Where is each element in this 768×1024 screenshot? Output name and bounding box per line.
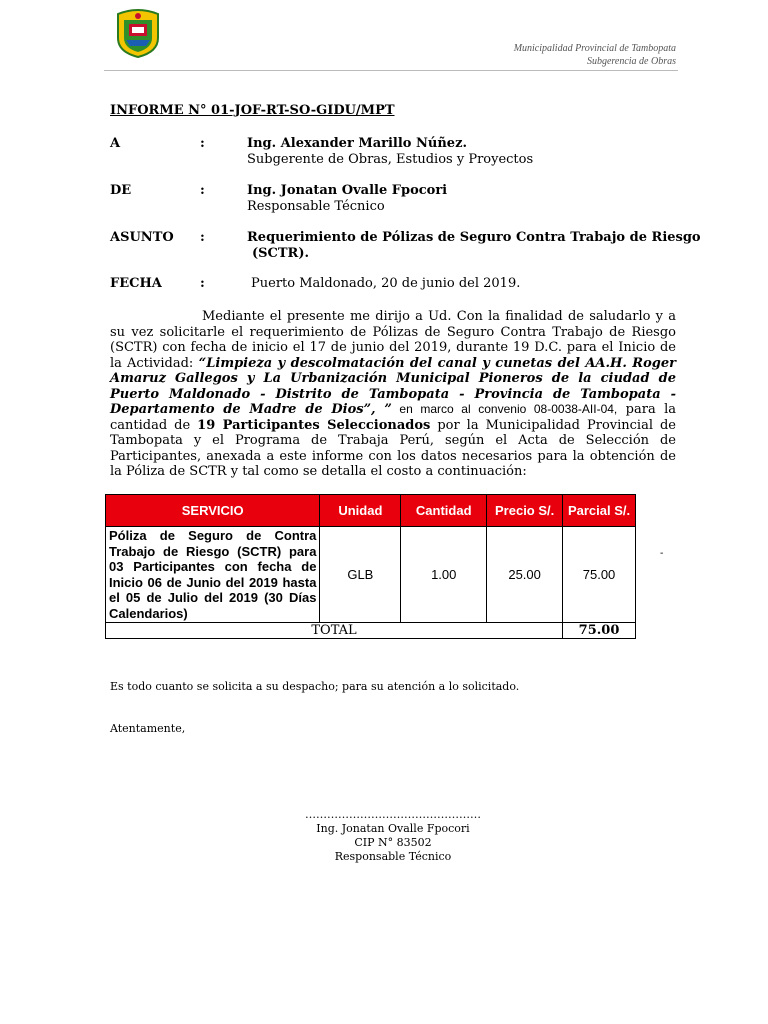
body-closing-text: por la Municipalidad Provincial de Tambopata y el Programa de Trabaja Perú, según el Acta de Selección de Participantes, anexada a este informe con los datos necesarios para la obtención de la Póliza de SCTR y tal como se detalla el costo a continuación: [110, 417, 676, 479]
table-row [106, 527, 636, 623]
from-label: DE [110, 183, 132, 198]
body-intro: Mediante el presente me dirijo a Ud. Con la finalidad de saludarlo y a su vez solicitarle el requerimiento de Pólizas de Seguro Contra Trabajo de Riesgo (SCTR) con fecha de inicio el 17 de junio del 2019, durante 19 D.C. para el Inicio de la Actividad: [110, 309, 676, 371]
department-name: Subgerencia de Obras [586, 56, 676, 67]
to-label: A [110, 136, 121, 151]
subject-colon: : [200, 230, 205, 245]
subject-label: ASUNTO [110, 230, 174, 245]
from-colon: : [200, 183, 205, 198]
municipal-crest-icon [112, 8, 164, 58]
report-title: INFORME N° 01-JOF-RT-SO-GIDU/MPT [110, 103, 395, 118]
price-cell: 25.00 [487, 527, 563, 623]
subject-line2: (SCTR). [252, 246, 310, 261]
subject-line1: Requerimiento de Pólizas de Seguro Contra Trabajo de Riesgo [247, 230, 701, 245]
total-value: 75.00 [563, 623, 636, 639]
regards-text: Atentamente, [110, 722, 186, 735]
to-colon: : [200, 136, 205, 151]
body-paragraph [110, 309, 676, 480]
col-unit: Unidad [320, 495, 401, 527]
closing-text: Es todo cuanto se solicita a su despacho; para su atención a lo solicitado. [110, 680, 520, 693]
date-value: Puerto Maldonado, 20 de junio del 2019. [251, 276, 521, 291]
table-header-row [106, 495, 636, 527]
header-org-block [514, 42, 676, 68]
agreement-ref: en marco al convenio 08-0038-AII-04, [391, 402, 618, 416]
service-description: Póliza de Seguro de Contra Trabajo de Riesgo (SCTR) para 03 Participantes con fecha de Inicio 06 de Junio del 2019 hasta el 05 de Julio del 2019 (30 Días Calendarios) [106, 527, 320, 623]
signature-line: ………………………………………… [305, 808, 481, 821]
signer-role: Responsable Técnico [334, 850, 452, 863]
from-position: Responsable Técnico [247, 199, 385, 214]
date-colon: : [200, 276, 205, 291]
to-name: Ing. Alexander Marillo Núñez. [247, 136, 467, 151]
col-partial: Parcial S/. [563, 495, 636, 527]
side-mark: - [660, 548, 664, 559]
from-name: Ing. Jonatan Ovalle Fpocori [247, 183, 448, 198]
quantity-cell: 1.00 [401, 527, 487, 623]
col-service: SERVICIO [106, 495, 320, 527]
total-label: TOTAL [106, 623, 563, 639]
body-quantity-intro: para la cantidad de [110, 402, 676, 433]
date-label: FECHA [110, 276, 162, 291]
signer-cip: CIP N° 83502 [354, 836, 432, 849]
activity-name: “Limpieza y descolmatación del canal y cunetas del AA.H. Roger Amaruz Gallegos y La Urbanización Municipal Pioneros de la ciudad de Puerto Maldonado - Distrito de Tambopata - Provincia de Tambopata - Departamento de Madre de Dios”, ” [110, 355, 676, 417]
unit-cell: GLB [320, 527, 401, 623]
to-position: Subgerente de Obras, Estudios y Proyectos [247, 152, 534, 167]
cost-table [105, 494, 636, 639]
col-price: Precio S/. [487, 495, 563, 527]
total-row [106, 623, 636, 639]
participants-count: 19 Participantes Seleccionados [197, 417, 431, 433]
header-divider [104, 70, 678, 71]
org-name: Municipalidad Provincial de Tambopata [513, 43, 676, 54]
signature-block [258, 808, 528, 864]
partial-cell: 75.00 [563, 527, 636, 623]
signer-name: Ing. Jonatan Ovalle Fpocori [316, 822, 470, 835]
col-quantity: Cantidad [401, 495, 487, 527]
